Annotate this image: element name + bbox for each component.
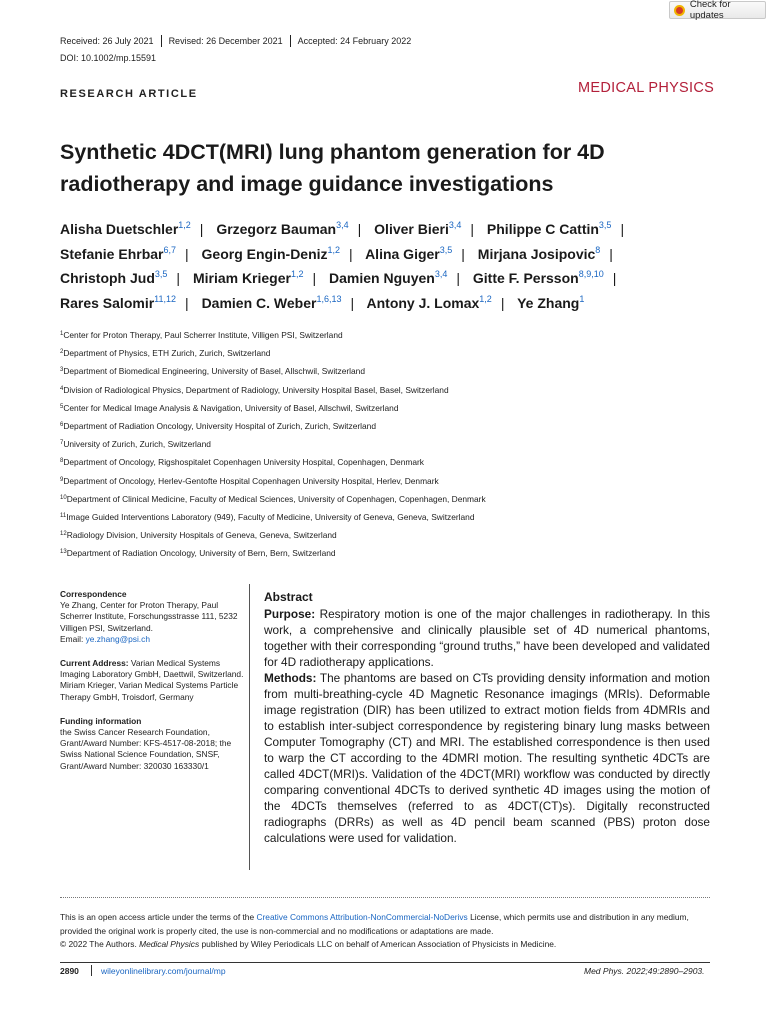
- author[interactable]: Ye Zhang$^1$: [517, 293, 585, 311]
- author[interactable]: Damien Nguyen$^{3,4}$: [329, 269, 448, 286]
- abstract-methods: Methods: The phantoms are based on CTs providing density information and motion from multi-breathing-cycle 4D Magnetic Resonance imagings (MRIs). Deformable image registration (DIR) has been utilized to extract motion fields from 4DMRIs and to establish inter-subject correspondence by registering binary lung masks between Computer Tomography (CT) and MRI. The established correspondence is then used to warp the CT according to the 4DMRI motion. The resulting synthetic 4DCTs are called 4DCT(MRI)s. Validation of the 4DCT(MRI) workflow was conducted by directly comparing conventional 4DCTs to derived synthetic 4D images using the motion of the 4DCTs themselves (referred to as 4DCT(CT)s). Digitally reconstructed radiographs (DRRs) as well as 4D pencil beam scanned (PBS) proton dose calculations were used for validation.: [264, 671, 710, 845]
- date-divider: [161, 35, 162, 47]
- author-affiliation-ref[interactable]: 1,2: [327, 244, 341, 255]
- affiliation: $^2$Department of Physics, ETH Zurich, Zurich, Switzerland: [60, 348, 271, 359]
- author-affiliation-ref[interactable]: 1: [579, 293, 585, 304]
- author-separator: |: [612, 270, 617, 286]
- author[interactable]: Alisha Duetschler$^{1,2}$: [60, 220, 191, 237]
- author[interactable]: Damien C. Weber$^{1,6,13}$: [201, 293, 342, 311]
- author-affiliation-ref[interactable]: 8,9,10: [578, 269, 604, 279]
- author[interactable]: Oliver Bieri$^{3,4}$: [374, 220, 462, 237]
- author-separator: |: [185, 294, 189, 311]
- email-label: Email:: [60, 633, 86, 644]
- funding-block: [60, 716, 250, 772]
- author[interactable]: Christoph Jud$^{3,5}$: [60, 269, 168, 286]
- author-affiliation-ref[interactable]: 1,6,13: [316, 293, 342, 304]
- author-affiliation-ref[interactable]: 11,12: [154, 293, 177, 304]
- author[interactable]: Grzegorz Bauman$^{3,4}$: [216, 220, 349, 237]
- author-affiliation-ref[interactable]: 6,7: [163, 244, 176, 255]
- author-separator: |: [357, 221, 362, 237]
- page-number: 2890: [60, 966, 79, 976]
- copyright-journal: Medical Physics: [139, 939, 200, 950]
- doi[interactable]: DOI: 10.1002/mp.15591: [60, 53, 157, 63]
- author-separator: |: [470, 221, 475, 237]
- correspondence-block: [60, 589, 250, 645]
- license-notice: This is an open access article under the terms of the Creative Commons Attribution-NonCommercial-NoDerivs License, which permits use and distribution in any medium, provided the original work is properly cited, the use is non-commercial and no modifications or adaptations are made. © 2022 The Authors. Medical Physics published by Wiley Periodicals LLC on behalf of American Association of Physicists in Medicine.: [60, 912, 689, 950]
- author-separator: |: [456, 270, 460, 286]
- affiliation: $^{11}$Image Guided Interventions Laboratory (949), Faculty of Medicine, University of Geneva, Geneva, Switzerland: [60, 511, 475, 522]
- article-type: RESEARCH ARTICLE: [60, 88, 198, 100]
- email-link[interactable]: ye.zhang@psi.ch: [85, 633, 150, 644]
- author-affiliation-ref[interactable]: 3,5: [154, 269, 168, 279]
- author-separator: |: [176, 270, 181, 286]
- citation: Med Phys. 2022;49:2890–2903.: [584, 966, 705, 976]
- author-separator: |: [312, 270, 317, 286]
- affiliation: $^1$Center for Proton Therapy, Paul Scherrer Institute, Villigen PSI, Switzerland: [60, 330, 343, 340]
- affiliation: $^{12}$Radiology Division, University Hospitals of Geneva, Geneva, Switzerland: [60, 530, 337, 541]
- affiliation: $^4$Division of Radiological Physics, Department of Radiology, University Hospital Basel, Basel, Switzerland: [60, 384, 449, 395]
- affiliation: $^9$Department of Oncology, Herlev-Gentofte Hospital Copenhagen University Hospital, Herlev, Denmark: [60, 475, 439, 486]
- author-separator: |: [461, 245, 465, 262]
- author-affiliation-ref[interactable]: 1,2: [290, 269, 304, 279]
- author-separator: |: [500, 294, 505, 311]
- author-separator: |: [185, 245, 189, 262]
- footer-divider: [91, 965, 92, 976]
- update-check-icon: [674, 5, 685, 16]
- author-separator: |: [620, 221, 625, 237]
- affiliation-list: [60, 329, 720, 565]
- abstract-purpose: Purpose: Respiratory motion is one of the major challenges in radiotherapy. In this work, a comprehensive and clinically plausible set of 4D numerical phantoms, together with their corresponding “ground truths,” have been developed and validated for 4D radiotherapy applications.: [264, 607, 710, 669]
- author[interactable]: Rares Salomir$^{11,12}$: [60, 293, 177, 311]
- author-affiliation-ref[interactable]: 1,2: [178, 220, 191, 230]
- author[interactable]: Gitte F. Persson$^{8,9,10}$: [472, 269, 604, 286]
- funding-text: the Swiss Cancer Research Foundation, Grant/Award Number: KFS-4517-08-2018; the Swiss National Science Foundation, SNSF, Grant/Award Number: 320030 163330/1: [60, 727, 232, 771]
- revised-date: Revised: 26 December 2021: [168, 36, 283, 46]
- affiliation: $^7$University of Zurich, Zurich, Switzerland: [60, 439, 211, 450]
- author[interactable]: Philippe C Cattin$^{3,5}$: [486, 220, 612, 237]
- correspondence-heading: Correspondence: [60, 589, 127, 599]
- journal-url-link[interactable]: wileyonlinelibrary.com/journal/mp: [101, 966, 226, 976]
- author[interactable]: Georg Engin-Deniz$^{1,2}$: [201, 244, 341, 262]
- column-divider: [249, 584, 250, 870]
- author-separator: |: [350, 294, 355, 311]
- affiliation: $^5$Center for Medical Image Analysis & Navigation, University of Basel, Allschwil, Switzerland: [60, 402, 399, 413]
- affiliation: $^{13}$Department of Radiation Oncology, University of Bern, Bern, Switzerland: [60, 548, 336, 559]
- license-link[interactable]: Creative Commons Attribution-NonCommercial-NoDerivs: [256, 912, 468, 922]
- current-address-text: Varian Medical Systems Imaging Laboratory GmbH, Daettwil, Switzerland. Miriam Krieger, Varian Medical Systems Particle Therapy GmbH, Troisdorf, Germany: [60, 658, 244, 702]
- accepted-date: Accepted: 24 February 2022: [297, 36, 412, 46]
- author[interactable]: Stefanie Ehrbar$^{6,7}$: [60, 244, 176, 262]
- affiliation: $^6$Department of Radiation Oncology, University Hospital of Zurich, Zurich, Switzerland: [60, 420, 376, 431]
- current-address-heading: Current Address:: [60, 658, 129, 669]
- received-date: Received: 26 July 2021: [60, 36, 154, 46]
- author-affiliation-ref[interactable]: 3,4: [434, 269, 448, 279]
- affiliation: $^{10}$Department of Clinical Medicine, Faculty of Medical Sciences, University of Copenhagen, Copenhagen, Denmark: [60, 493, 486, 504]
- author-affiliation-ref[interactable]: 8: [595, 244, 601, 255]
- author-list: [60, 217, 730, 315]
- author[interactable]: Mirjana Josipovic$^8$: [477, 244, 601, 262]
- check-for-updates-button[interactable]: [669, 1, 766, 19]
- author[interactable]: Alina Giger$^{3,5}$: [365, 244, 453, 262]
- abstract-heading: Abstract: [264, 590, 313, 604]
- footer-rule: [60, 962, 710, 963]
- affiliation: $^3$Department of Biomedical Engineering, University of Basel, Allschwil, Switzerland: [60, 366, 365, 377]
- author-affiliation-ref[interactable]: 3,4: [336, 220, 349, 230]
- article-title: Synthetic 4DCT(MRI) lung phantom generation for 4D radiotherapy and image guidance investigations: [60, 140, 605, 196]
- author-separator: |: [199, 221, 204, 237]
- dotted-divider: [60, 897, 710, 898]
- author-affiliation-ref[interactable]: 3,4: [448, 220, 462, 230]
- journal-brand: MEDICAL PHYSICS: [578, 80, 715, 96]
- article-dates: [60, 35, 411, 47]
- author-affiliation-ref[interactable]: 3,5: [439, 244, 453, 255]
- side-notes: [60, 589, 250, 785]
- current-address-block: [60, 658, 250, 703]
- correspondence-text: Ye Zhang, Center for Proton Therapy, Paul Scherrer Institute, Forschungsstrasse 111, 5232 Villigen PSI, Switzerland.: [60, 600, 238, 633]
- funding-heading: Funding information: [60, 715, 142, 726]
- author[interactable]: Miriam Krieger$^{1,2}$: [192, 269, 304, 286]
- author-separator: |: [349, 245, 353, 262]
- affiliation: $^8$Department of Oncology, Rigshospitalet Copenhagen University Hospital, Copenhagen, Denmark: [60, 457, 424, 468]
- author-affiliation-ref[interactable]: 1,2: [479, 293, 492, 304]
- author-separator: |: [609, 245, 613, 262]
- abstract: [264, 589, 710, 846]
- date-divider: [290, 35, 291, 47]
- check-for-updates-label: Check for updates: [689, 0, 731, 21]
- author[interactable]: Antony J. Lomax$^{1,2}$: [366, 293, 492, 311]
- author-affiliation-ref[interactable]: 3,5: [598, 220, 612, 230]
